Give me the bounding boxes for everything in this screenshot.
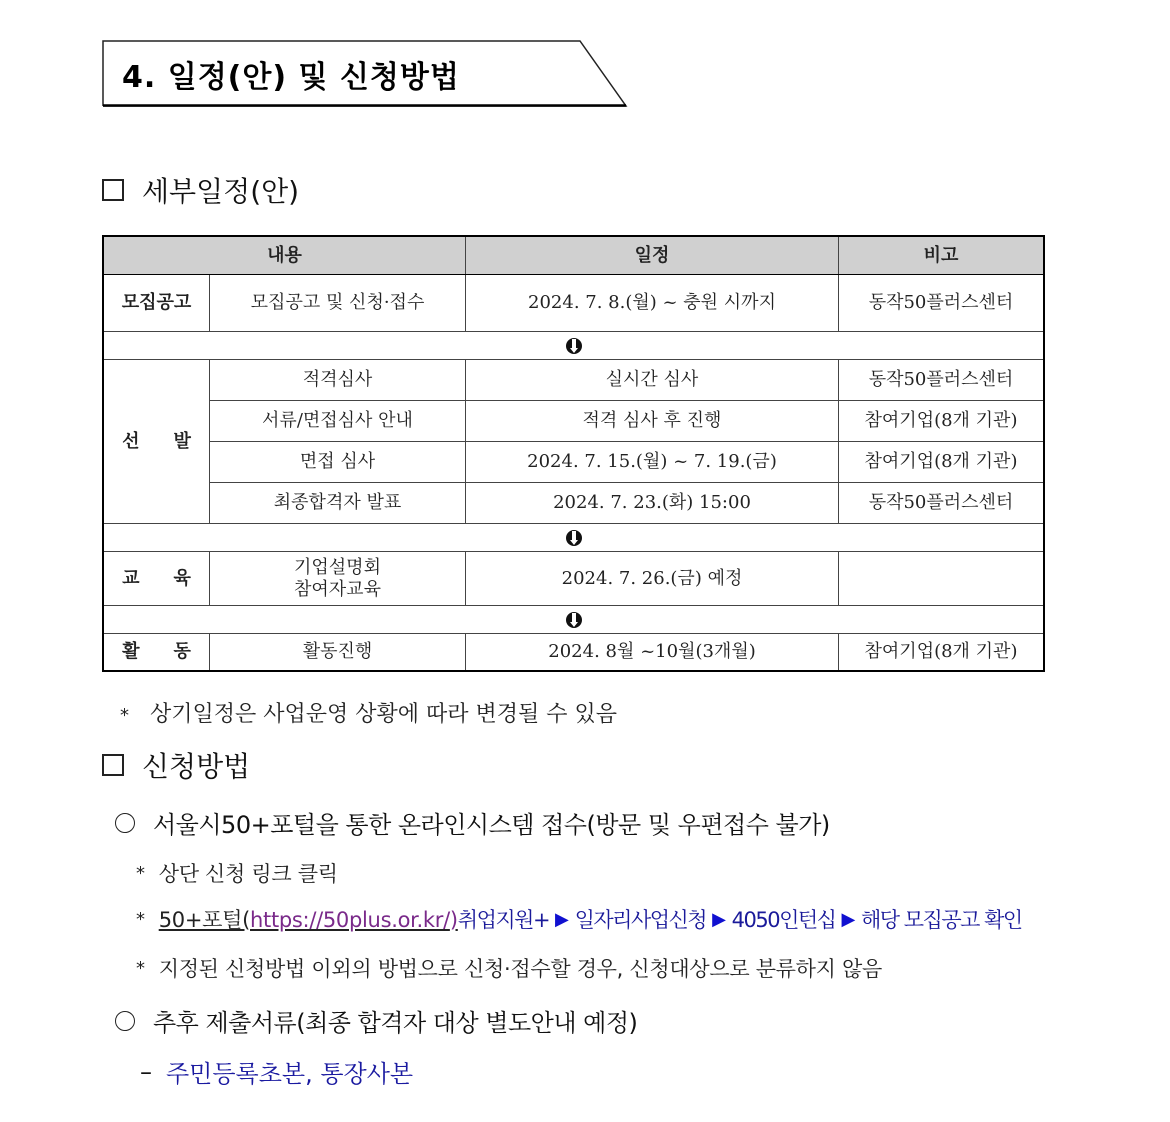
- schedule-heading-text: 세부일정(안): [142, 175, 300, 208]
- footnote-text: 상기일정은 사업운영 상황에 따라 변경될 수 있음: [150, 702, 618, 727]
- cell-item: 면접 심사: [210, 442, 466, 483]
- table-row-activity: [103, 634, 1044, 671]
- schedule-heading: [102, 170, 299, 210]
- table-row: [103, 483, 1044, 524]
- cell-note: 동작50플러스센터: [839, 360, 1045, 401]
- triangle-right-icon: ▶: [712, 908, 726, 930]
- portal-link-close[interactable]: ): [449, 908, 458, 932]
- asterisk-mark: *: [136, 862, 145, 884]
- cell-date: 실시간 심사: [466, 360, 839, 401]
- table-row: [103, 360, 1044, 401]
- apply-subitem: [136, 858, 338, 888]
- category-selection: [103, 360, 210, 524]
- cell-date: 적격 심사 후 진행: [466, 401, 839, 442]
- header-note: 비고: [839, 236, 1045, 275]
- category-char: 활: [122, 640, 140, 662]
- portal-link-label[interactable]: 50+포털(: [158, 908, 250, 932]
- cell-note: 참여기업(8개 기관): [839, 442, 1045, 483]
- table-row: [103, 442, 1044, 483]
- cell-item-line: 참여자교육: [294, 578, 381, 600]
- table-row-arrow: [103, 332, 1044, 360]
- nav-step: 일자리사업신청: [574, 908, 707, 932]
- schedule-footnote: [120, 697, 617, 728]
- table-row-arrow: [103, 606, 1044, 634]
- page-title: 4. 일정(안) 및 신청방법: [122, 60, 460, 95]
- category-education: [103, 552, 210, 606]
- apply-item-text: 추후 제출서류(최종 합격자 대상 별도안내 예정): [153, 1009, 638, 1037]
- cell-item: 최종합격자 발표: [210, 483, 466, 524]
- down-arrow-icon: [566, 338, 582, 354]
- dash-mark: –: [140, 1057, 152, 1086]
- down-arrow-icon: [566, 612, 582, 628]
- cell-item: 모집공고 및 신청·접수: [210, 275, 466, 332]
- cell-date: 2024. 7. 8.(월) ~ 충원 시까지: [466, 275, 839, 332]
- table-header-row: [103, 236, 1044, 275]
- circle-bullet-icon: [115, 813, 135, 833]
- cell-item: 서류/면접심사 안내: [210, 401, 466, 442]
- apply-heading: [102, 745, 250, 785]
- arrow-cell: [103, 332, 1044, 360]
- square-bullet-icon: [102, 179, 124, 201]
- category-recruit: 모집공고: [103, 275, 210, 332]
- header-content: 내용: [103, 236, 466, 275]
- asterisk-mark: *: [120, 705, 129, 726]
- apply-item-text: 서울시50+포털을 통한 온라인시스템 접수(방문 및 우편접수 불가): [153, 811, 830, 839]
- category-char: 육: [173, 567, 191, 589]
- apply-heading-text: 신청방법: [142, 750, 251, 783]
- nav-step: 취업지원+: [457, 908, 550, 932]
- cell-date: 2024. 7. 26.(금) 예정: [466, 552, 839, 606]
- circle-bullet-icon: [115, 1011, 135, 1031]
- nav-step: 해당 모집공고 확인: [861, 908, 1022, 932]
- category-char: 선: [122, 430, 140, 452]
- category-char: 동: [173, 640, 191, 662]
- arrow-cell: [103, 524, 1044, 552]
- apply-item-documents: [115, 1003, 637, 1038]
- down-arrow-icon: [566, 530, 582, 546]
- category-activity: [103, 634, 210, 671]
- asterisk-mark: *: [136, 957, 145, 979]
- arrow-cell: [103, 606, 1044, 634]
- schedule-table: [102, 235, 1045, 672]
- cell-item: 활동진행: [210, 634, 466, 671]
- cell-note: 참여기업(8개 기관): [839, 401, 1045, 442]
- table-row-education: [103, 552, 1044, 606]
- cell-note: 참여기업(8개 기관): [839, 634, 1045, 671]
- cell-item: 적격심사: [210, 360, 466, 401]
- category-char: 교: [122, 567, 140, 589]
- apply-item-online: [115, 805, 830, 840]
- nav-step: 4050인턴십: [731, 908, 836, 932]
- apply-subitem-portal: [136, 904, 1022, 934]
- section-title-box: [102, 40, 626, 106]
- triangle-right-icon: ▶: [841, 908, 856, 930]
- cell-item-line: 기업설명회: [294, 556, 381, 578]
- category-char: 발: [173, 430, 191, 452]
- documents-list: [140, 1054, 413, 1089]
- subitem-text: 지정된 신청방법 이외의 방법으로 신청·접수할 경우, 신청대상으로 분류하지 않음: [158, 957, 882, 981]
- documents-text: 주민등록초본, 통장사본: [166, 1060, 414, 1088]
- header-schedule: 일정: [466, 236, 839, 275]
- table-row: [103, 401, 1044, 442]
- cell-date: 2024. 8월 ~10월(3개월): [466, 634, 839, 671]
- cell-date: 2024. 7. 15.(월) ~ 7. 19.(금): [466, 442, 839, 483]
- apply-subitem: [136, 953, 882, 983]
- portal-link-url[interactable]: https://50plus.or.kr/: [250, 908, 450, 932]
- triangle-right-icon: ▶: [555, 908, 569, 930]
- asterisk-mark: *: [136, 908, 145, 930]
- portal-link[interactable]: [159, 904, 458, 934]
- table-row-recruit: [103, 275, 1044, 332]
- table-row-arrow: [103, 524, 1044, 552]
- cell-date: 2024. 7. 23.(화) 15:00: [466, 483, 839, 524]
- square-bullet-icon: [102, 754, 124, 776]
- cell-item: [210, 552, 466, 606]
- cell-note: 동작50플러스센터: [839, 483, 1045, 524]
- cell-note: [839, 552, 1045, 606]
- cell-note: 동작50플러스센터: [839, 275, 1045, 332]
- subitem-text: 상단 신청 링크 클릭: [158, 862, 338, 886]
